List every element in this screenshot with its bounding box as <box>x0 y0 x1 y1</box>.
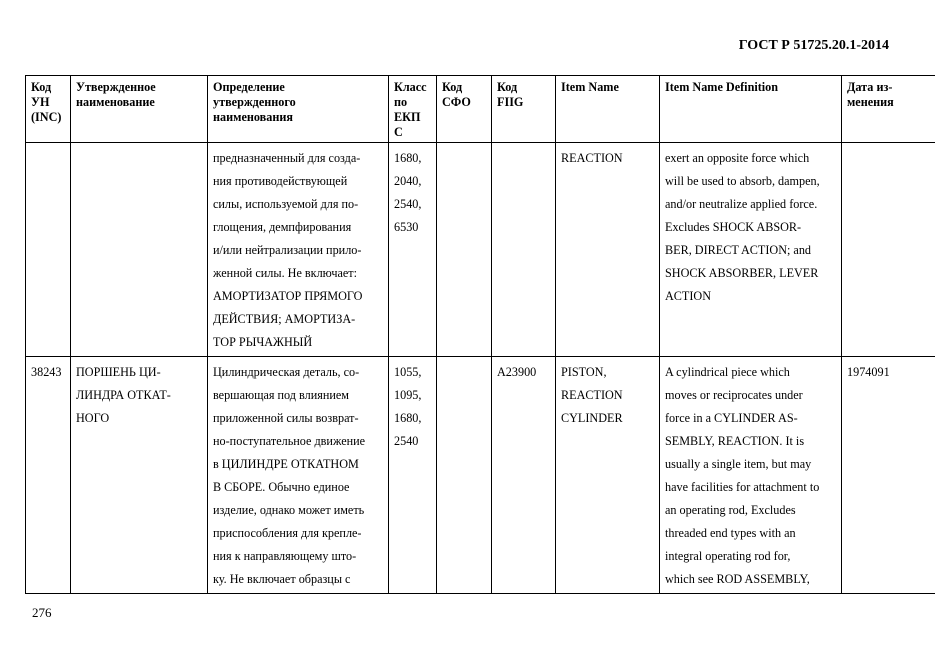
cell-text-line: 2540 <box>394 434 419 448</box>
cell-text-line: ПОРШЕНЬ ЦИ- <box>76 365 161 379</box>
cell-text-line: REACTION <box>561 388 623 402</box>
cell-text-line: но-поступательное движение <box>213 434 366 448</box>
header-line: ЕКП <box>394 110 421 124</box>
definition-ru-cell <box>208 143 389 357</box>
cell-text-line: 1680, <box>394 151 422 165</box>
table-body <box>26 143 935 594</box>
cell-text-line: which see ROD ASSEMBLY, <box>665 572 810 586</box>
inc-cell <box>26 357 71 594</box>
cell-text-line: В СБОРЕ. Обычно единое <box>213 480 350 494</box>
column-header <box>26 76 71 143</box>
column-header <box>556 76 660 143</box>
cell-text-line: BER, DIRECT ACTION; and <box>665 243 812 257</box>
header-line: (INC) <box>31 110 62 124</box>
page-number: 276 <box>32 605 52 620</box>
header-line: по <box>394 95 408 109</box>
cell-text-line: SHOCK ABSORBER, LEVER <box>665 266 819 280</box>
cell-text-line: в ЦИЛИНДРЕ ОТКАТНОМ <box>213 457 359 471</box>
cell-text-line: 6530 <box>394 220 419 234</box>
header-line: Класс <box>394 80 427 94</box>
header-line: Код <box>442 80 463 94</box>
column-header <box>842 76 935 143</box>
header-line: наименование <box>76 95 155 109</box>
cell-text-line: приложенной силы возврат- <box>213 411 359 425</box>
column-header <box>660 76 842 143</box>
cell-text-line: have facilities for attachment to <box>665 480 820 494</box>
cell-text-line: Цилиндрическая деталь, со- <box>213 365 360 379</box>
table-row <box>26 143 935 357</box>
item-definition-cell <box>660 357 842 594</box>
header-line: утвержденного <box>213 95 296 109</box>
header-line: Утвержденное <box>76 80 156 94</box>
cell-text-line: вершающая под влиянием <box>213 388 350 402</box>
header-line: Код <box>31 80 52 94</box>
header-line: Item Name <box>561 80 619 94</box>
cell-text-line: 2040, <box>394 174 422 188</box>
column-header <box>492 76 556 143</box>
class-cell <box>389 143 437 357</box>
cell-text-line: изделие, однако может иметь <box>213 503 365 517</box>
column-header <box>389 76 437 143</box>
cell-text-line: приспособления для крепле- <box>213 526 362 540</box>
cell-text-line: A23900 <box>497 365 537 379</box>
cell-text-line: 1055, <box>394 365 422 379</box>
cell-text-line: ния противодействующей <box>213 174 348 188</box>
header-line: менения <box>847 95 894 109</box>
inc-cell <box>26 143 71 357</box>
cell-text-line: 1680, <box>394 411 422 425</box>
header-line: Item Name Definition <box>665 80 779 94</box>
cell-text-line: usually a single item, but may <box>665 457 812 471</box>
cell-text-line: 1974091 <box>847 365 890 379</box>
cell-text-line: 38243 <box>31 365 62 379</box>
cell-text-line: PISTON, <box>561 365 607 379</box>
item-definition-cell <box>660 143 842 357</box>
approved-name-cell <box>71 357 208 594</box>
sfo-code-cell <box>437 143 492 357</box>
cell-text-line: АМОРТИЗАТОР ПРЯМОГО <box>213 289 363 303</box>
cell-text-line: force in a CYLINDER AS- <box>665 411 798 425</box>
cell-text-line: will be used to absorb, dampen, <box>665 174 820 188</box>
item-name-cell <box>556 357 660 594</box>
cell-text-line: НОГО <box>76 411 110 425</box>
cell-text-line: силы, используемой для по- <box>213 197 359 211</box>
column-header <box>208 76 389 143</box>
definition-ru-cell <box>208 357 389 594</box>
cell-text-line: глощения, демпфирования <box>213 220 352 234</box>
cell-text-line: CYLINDER <box>561 411 623 425</box>
cell-text-line: exert an opposite force which <box>665 151 810 165</box>
change-date-cell <box>842 143 935 357</box>
table-header-row <box>26 76 935 143</box>
cell-text-line: SEMBLY, REACTION. It is <box>665 434 805 448</box>
cell-text-line: ку. Не включает образцы с <box>213 572 351 586</box>
column-header <box>71 76 208 143</box>
item-name-cell <box>556 143 660 357</box>
change-date-cell <box>842 357 935 594</box>
header-line: FIIG <box>497 95 524 109</box>
cell-text-line: and/or neutralize applied force. <box>665 197 818 211</box>
document-code: ГОСТ Р 51725.20.1-2014 <box>738 38 889 53</box>
cell-text-line: ACTION <box>665 289 712 303</box>
cell-text-line: ЛИНДРА ОТКАТ- <box>76 388 171 402</box>
class-cell <box>389 357 437 594</box>
cell-text-line: 2540, <box>394 197 422 211</box>
header-line: Код <box>497 80 518 94</box>
cell-text-line: ТОР РЫЧАЖНЫЙ <box>213 335 313 349</box>
cell-text-line: 1095, <box>394 388 422 402</box>
cell-text-line: REACTION <box>561 151 623 165</box>
sfo-code-cell <box>437 357 492 594</box>
cell-text-line: integral operating rod for, <box>665 549 791 563</box>
cell-text-line: an operating rod, Excludes <box>665 503 796 517</box>
header-line: Дата из- <box>847 80 893 94</box>
cell-text-line: предназначенный для созда- <box>213 151 361 165</box>
cell-text-line: threaded end types with an <box>665 526 796 540</box>
cell-text-line: ДЕЙСТВИЯ; АМОРТИЗА- <box>213 312 356 326</box>
cell-text-line: ния к направляющему што- <box>213 549 357 563</box>
cell-text-line: A cylindrical piece which <box>665 365 790 379</box>
header-line: Определение <box>213 80 285 94</box>
column-header <box>437 76 492 143</box>
cell-text-line: Excludes SHOCK ABSOR- <box>665 220 802 234</box>
table-row <box>26 357 935 594</box>
fiig-cell <box>492 357 556 594</box>
catalog-table <box>25 75 935 594</box>
fiig-cell <box>492 143 556 357</box>
header-line: С <box>394 125 403 139</box>
header-line: УН <box>31 95 50 109</box>
header-line: наименования <box>213 110 293 124</box>
cell-text-line: и/или нейтрализации прило- <box>213 243 362 257</box>
cell-text-line: женной силы. Не включает: <box>213 266 357 280</box>
cell-text-line: moves or reciprocates under <box>665 388 803 402</box>
approved-name-cell <box>71 143 208 357</box>
header-line: СФО <box>442 95 471 109</box>
